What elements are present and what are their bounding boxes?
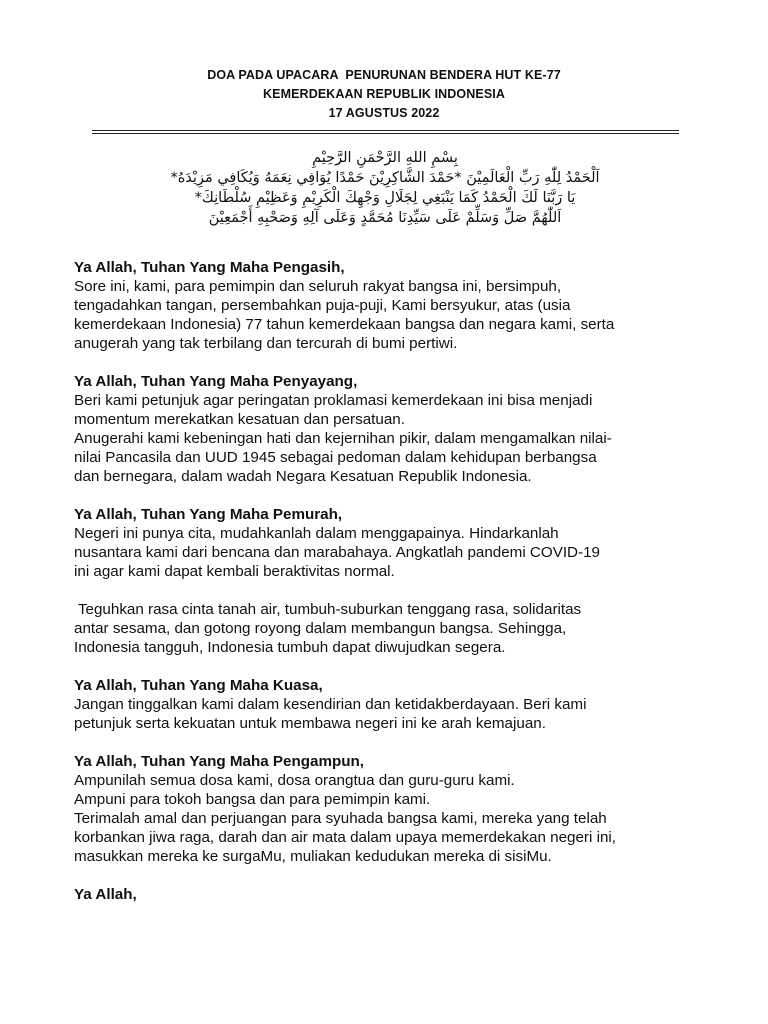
- section-heading: Ya Allah, Tuhan Yang Maha Penyayang,: [74, 373, 358, 390]
- arabic-line-3: يَا رَبَّنَا لَكَ الْحَمْدُ كَمَا يَنْبَغِي لِجَلَالِ وَجْهِكَ الْكَرِيْمِ وَعَظِيْمِ سُلْطَانِكَ*: [194, 190, 576, 206]
- prayer-section: [74, 372, 714, 486]
- prayer-body: [74, 258, 714, 923]
- paragraph-line: Anugerahi kami kebeningan hati dan kejernihan pikir, dalam mengamalkan nilai-: [74, 430, 612, 447]
- document-title: [0, 66, 768, 123]
- paragraph-line: nusantara kami dari bencana dan marabahaya. Angkatlah pandemi COVID-19: [74, 544, 600, 561]
- paragraph-line: anugerah yang tak terbilang dan tercurah di bumi pertiwi.: [74, 335, 458, 352]
- prayer-section: [74, 505, 714, 581]
- arabic-opening-prayer: [150, 148, 620, 228]
- title-divider-bottom: [92, 133, 679, 134]
- paragraph-line: Teguhkan rasa cinta tanah air, tumbuh-suburkan tenggang rasa, solidaritas: [74, 601, 582, 618]
- title-line-1: DOA PADA UPACARA PENURUNAN BENDERA HUT KE-77: [207, 68, 561, 82]
- paragraph-line: masukkan mereka ke surgaMu, muliakan kedudukan mereka di sisiMu.: [74, 848, 552, 865]
- section-heading: Ya Allah, Tuhan Yang Maha Pengampun,: [74, 753, 365, 770]
- paragraph-line: korbankan jiwa raga, darah dan air mata dalam upaya memerdekakan negeri ini,: [74, 829, 616, 846]
- section-heading: Ya Allah, Tuhan Yang Maha Pemurah,: [74, 506, 343, 523]
- arabic-line-1: بِسْمِ اللهِ الرَّحْمَنِ الرَّحِيْمِ: [312, 150, 458, 166]
- prayer-section: [74, 676, 714, 733]
- paragraph-line: Jangan tinggalkan kami dalam kesendirian dan ketidakberdayaan. Beri kami: [74, 696, 587, 713]
- paragraph-line: Ampuni para tokoh bangsa dan para pemimpin kami.: [74, 791, 431, 808]
- prayer-section: [74, 885, 714, 904]
- section-heading: Ya Allah, Tuhan Yang Maha Pengasih,: [74, 259, 345, 276]
- paragraph-line: Ampunilah semua dosa kami, dosa orangtua dan guru-guru kami.: [74, 772, 515, 789]
- prayer-section: [74, 600, 714, 657]
- paragraph-line: antar sesama, dan gotong royong dalam membangun bangsa. Sehingga,: [74, 620, 567, 637]
- paragraph-line: Sore ini, kami, para pemimpin dan seluruh rakyat bangsa ini, bersimpuh,: [74, 278, 562, 295]
- paragraph-line: Terimalah amal dan perjuangan para syuhada bangsa kami, mereka yang telah: [74, 810, 607, 827]
- title-divider-top: [92, 130, 679, 131]
- paragraph-line: dan bernegara, dalam wadah Negara Kesatuan Republik Indonesia.: [74, 468, 532, 485]
- title-line-2: KEMERDEKAAN REPUBLIK INDONESIA: [263, 87, 505, 101]
- title-line-3: 17 AGUSTUS 2022: [328, 106, 440, 120]
- section-heading: Ya Allah, Tuhan Yang Maha Kuasa,: [74, 677, 323, 694]
- paragraph-line: petunjuk serta kekuatan untuk membawa negeri ini ke arah kemajuan.: [74, 715, 546, 732]
- paragraph-line: tengadahkan tangan, persembahkan puja-puji, Kami bersyukur, atas (usia: [74, 297, 571, 314]
- prayer-section: [74, 752, 714, 866]
- paragraph-line: kemerdekaan Indonesia) 77 tahun kemerdekaan bangsa dan negara kami, serta: [74, 316, 615, 333]
- paragraph-line: nilai Pancasila dan UUD 1945 sebagai pedoman dalam kehidupan berbangsa: [74, 449, 597, 466]
- arabic-line-4: اَللّٰهُمَّ صَلِّ وَسَلِّمْ عَلَى سَيِّدِنَا مُحَمَّدٍ وَعَلَى آلِهِ وَصَحْبِهِ أَجْمَعِيْنَ: [208, 210, 562, 226]
- section-heading: Ya Allah,: [74, 886, 137, 903]
- paragraph-line: Beri kami petunjuk agar peringatan proklamasi kemerdekaan ini bisa menjadi: [74, 392, 593, 409]
- paragraph-line: momentum merekatkan kesatuan dan persatuan.: [74, 411, 405, 428]
- paragraph-line: ini agar kami dapat kembali beraktivitas normal.: [74, 563, 395, 580]
- prayer-section: [74, 258, 714, 353]
- arabic-line-2: اَلْحَمْدُ لِلّٰهِ رَبِّ الْعَالَمِيْنَ *حَمْدَ الشَّاكِرِيْنَ حَمْدًا يُوَافِي نِعَمَهُ وَيُكَافِي مَزِيْدَهُ*: [170, 170, 600, 186]
- paragraph-line: Indonesia tangguh, Indonesia tumbuh dapat diwujudkan segera.: [74, 639, 506, 656]
- paragraph-line: Negeri ini punya cita, mudahkanlah dalam menggapainya. Hindarkanlah: [74, 525, 559, 542]
